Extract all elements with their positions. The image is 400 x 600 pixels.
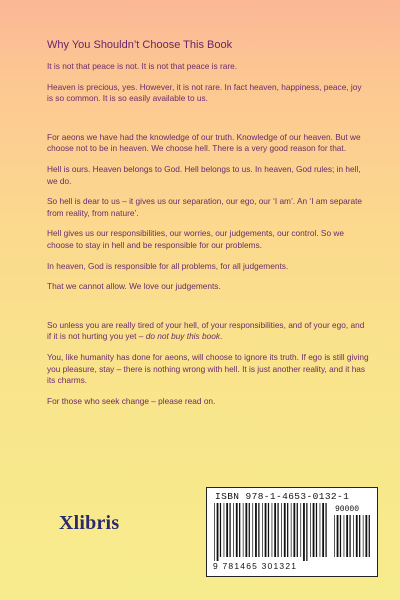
blurb-paragraph: Heaven is precious, yes. However, it is not rare. In fact heaven, happiness, peace, joy is so common. It is so easily available to us. — [47, 81, 362, 104]
blurb-paragraph: In heaven, God is responsible for all problems, for all judgements. — [47, 260, 289, 271]
blurb-paragraph: You, like humanity has done for aeons, will choose to ignore its truth. If ego is still giving you pleasure, stay – there is nothing wrong with hell. It is just another reality, and it has its charms. — [47, 351, 369, 386]
barcode-bars — [213, 503, 327, 561]
price-code: 90000 — [335, 505, 360, 514]
barcode-supplement-bars — [333, 515, 371, 561]
emphasis-text: do not buy this book — [145, 331, 220, 342]
blurb-title: Why You Shouldn’t Choose This Book — [47, 39, 233, 51]
blurb-text: . — [219, 331, 223, 342]
blurb-paragraph: So hell is dear to us – it gives us our separation, our ego, our ‘I am’. An ‘I am separate from reality, from nature’. — [47, 196, 362, 218]
barcode-digits: 9 781465 301321 — [213, 561, 298, 571]
publisher-logo: Xlibris — [59, 512, 120, 534]
isbn-barcode — [206, 487, 378, 577]
blurb-paragraph — [47, 320, 369, 343]
blurb-paragraph: It is not that peace is not. It is not that peace is rare. — [47, 61, 238, 71]
blurb-paragraph: For aeons we have had the knowledge of our truth. Knowledge of our heaven. But we choose not to be in heaven. We choose hell. There is a very good reason for that. — [47, 131, 361, 154]
isbn-label: ISBN 978-1-4653-0132-1 — [215, 491, 350, 502]
blurb-paragraph: Hell is ours. Heaven belongs to God. Hell belongs to us. In heaven, God rules; in hell, we do. — [47, 163, 361, 186]
blurb — [47, 38, 369, 416]
blurb-paragraph: For those who seek change – please read on. — [47, 395, 216, 406]
blurb-text: So unless you are really tired of your hell, of your responsibilities, and of your ego, and if it is not hurting you yet – — [47, 319, 365, 342]
blurb-paragraph: That we cannot allow. We love our judgements. — [47, 281, 221, 292]
blurb-paragraph: Hell gives us our responsibilities, our worries, our judgements, our control. So we choose to stay in hell and be responsible for our problems. — [47, 228, 344, 250]
